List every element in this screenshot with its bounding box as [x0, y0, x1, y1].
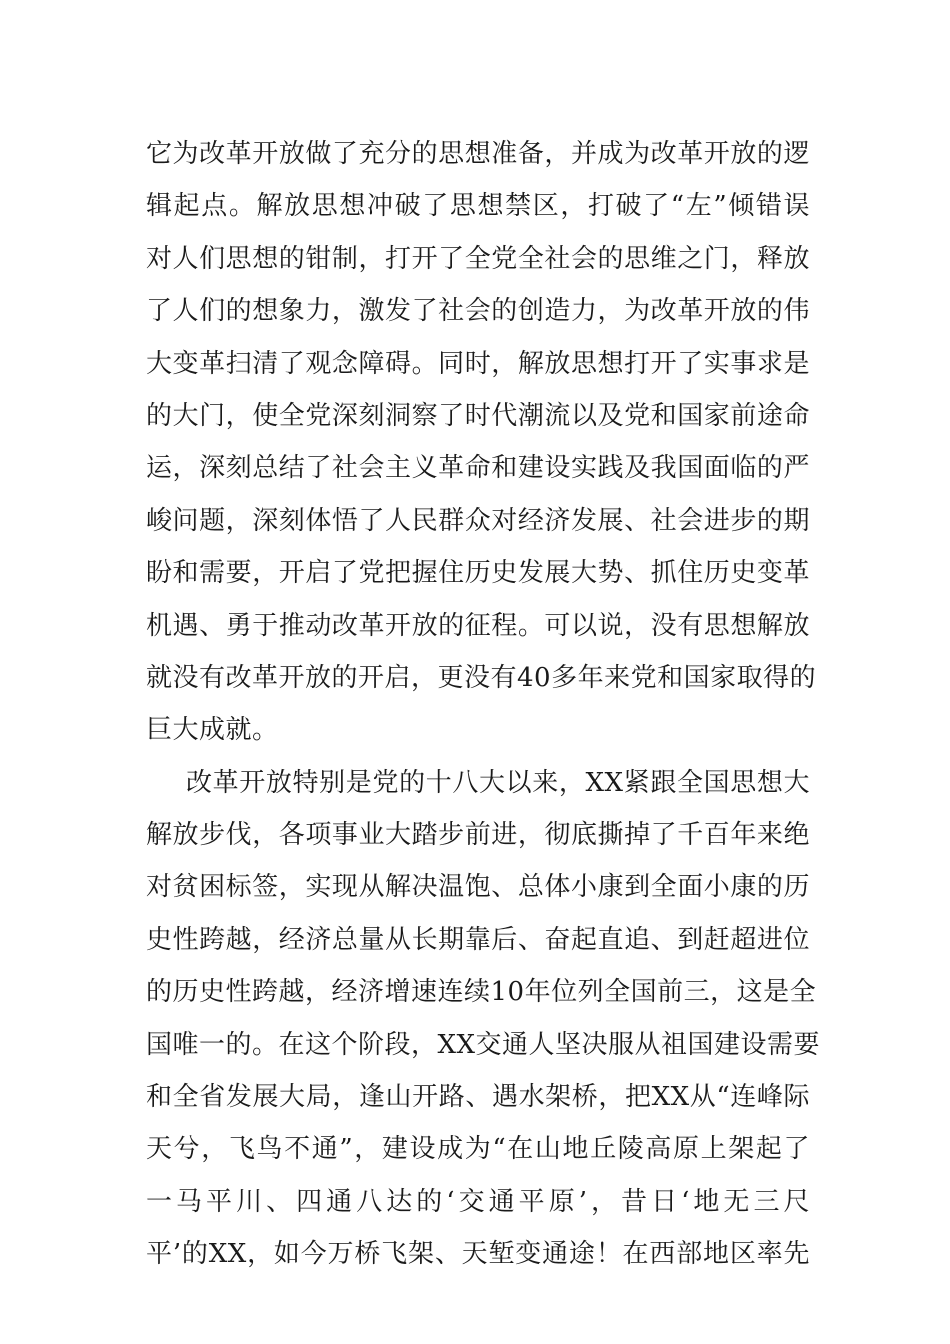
text-line: 的历史性跨越，经济增速连续10年位列全国前三，这是全: [146, 977, 817, 1008]
text-line: 对贫困标签，实现从解决温饱、总体小康到全面小康的历: [146, 872, 810, 903]
body-text: [146, 128, 821, 1281]
text-line: 大变革扫清了观念障碍。同时，解放思想打开了实事求是: [146, 348, 810, 379]
text-line: 就没有改革开放的开启，更没有40多年来党和国家取得的: [146, 662, 817, 693]
text-line: 解放步伐，各项事业大踏步前进，彻底撕掉了千百年来绝: [146, 820, 810, 851]
paragraph-1: [146, 128, 817, 757]
text-line: 天兮，飞鸟不通”，建设成为“在山地丘陵高原上架起了: [146, 1134, 810, 1165]
text-line: 一马平川、四通八达的‘交通平原’，昔日‘地无三尺: [146, 1186, 810, 1217]
text-line: 改革开放特别是党的十八大以来，XX紧跟全国思想大: [186, 767, 810, 798]
text-line: 和全省发展大局，逢山开路、遇水架桥，把XX从“连峰际: [146, 1082, 810, 1113]
text-line: 盼和需要，开启了党把握住历史发展大势、抓住历史变革: [146, 558, 810, 589]
text-line: 辑起点。解放思想冲破了思想禁区，打破了“左”倾错误: [146, 191, 810, 222]
text-line: 平’的XX，如今万桥飞架、天堑变通途！在西部地区率先: [146, 1239, 810, 1270]
text-line: 巨大成就。: [146, 715, 279, 746]
text-line: 史性跨越，经济总量从长期靠后、奋起直追、到赶超进位: [146, 924, 810, 955]
text-line: 了人们的想象力，激发了社会的创造力，为改革开放的伟: [146, 296, 810, 327]
text-line: 对人们思想的钳制，打开了全党全社会的思维之门，释放: [146, 243, 810, 274]
paragraph-2: [146, 757, 821, 1281]
text-line: 的大门，使全党深刻洞察了时代潮流以及党和国家前途命: [146, 400, 810, 431]
text-line: 机遇、勇于推动改革开放的征程。可以说，没有思想解放: [146, 610, 810, 641]
text-line: 国唯一的。在这个阶段，XX交通人坚决服从祖国建设需要: [146, 1029, 821, 1060]
text-line: 峻问题，深刻体悟了人民群众对经济发展、社会进步的期: [146, 505, 810, 536]
text-line: 运，深刻总结了社会主义革命和建设实践及我国面临的严: [146, 453, 810, 484]
text-line: 它为改革开放做了充分的思想准备，并成为改革开放的逻: [146, 139, 810, 169]
